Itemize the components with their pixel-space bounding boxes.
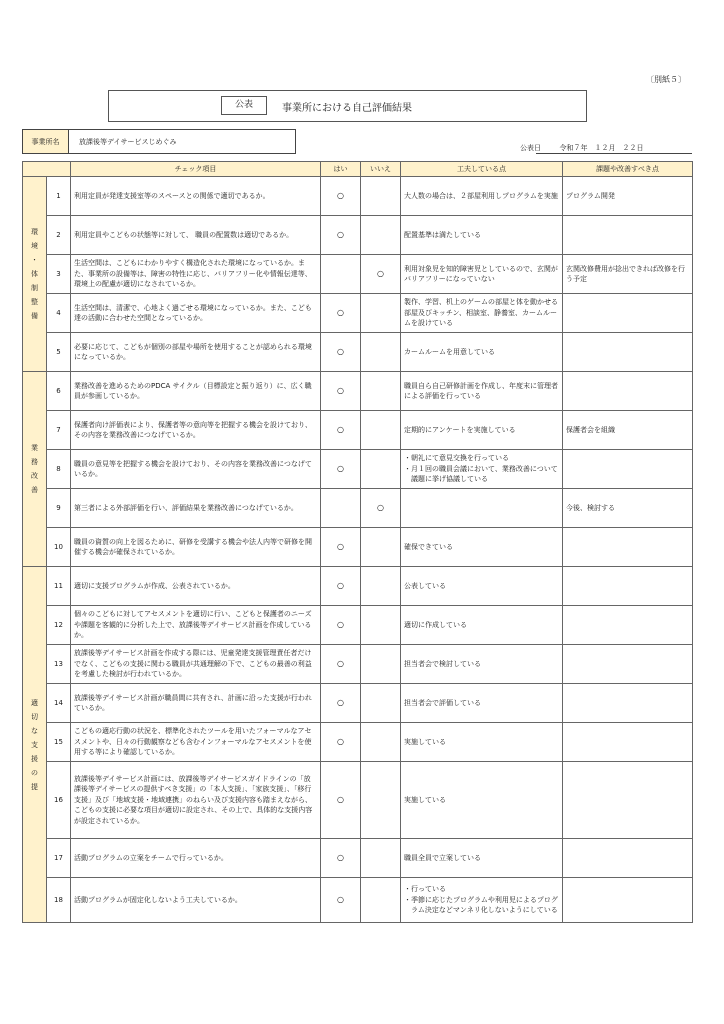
check-item-text: こどもの適応行動の状況を、標準化されたツールを用いたフォーマルなアセスメントや、日々の行動観察なども含むインフォーマルなアセスメントを使用する等により確認しているか。 — [71, 723, 321, 762]
no-mark — [361, 723, 401, 762]
yes-mark: ○ — [321, 177, 361, 216]
issue-text — [563, 762, 693, 839]
effort-text: 製作、学習、机上のゲームの部屋と体を動かせる部屋及びキッチン、相談室、静養室、カームルームを設けている — [404, 298, 558, 328]
row-number: 5 — [47, 333, 71, 372]
table-row — [23, 450, 693, 489]
issue-text — [563, 684, 693, 723]
row-number: 9 — [47, 489, 71, 528]
check-item-text: 適切に支援プログラムが作成、公表されているか。 — [71, 567, 321, 606]
yes-mark: ○ — [321, 528, 361, 567]
check-item-text: 職員の資質の向上を図るために、研修を受講する機会や法人内等で研修を開催する機会が確保されているか。 — [71, 528, 321, 567]
no-mark — [361, 294, 401, 333]
yes-mark: ○ — [321, 684, 361, 723]
category-char: 改 — [31, 472, 38, 480]
row-number: 2 — [47, 216, 71, 255]
category-label — [23, 567, 47, 923]
issue-text: プログラム開発 — [563, 177, 693, 216]
row-number: 15 — [47, 723, 71, 762]
publication-date-underline — [536, 153, 692, 154]
row-number: 4 — [47, 294, 71, 333]
issue-text — [563, 450, 693, 489]
effort-text: ・月１回の職員会議において、業務改善について議題に挙げ協議している — [404, 464, 558, 484]
effort-cell — [401, 684, 563, 723]
yes-mark: ○ — [321, 450, 361, 489]
category-char: 体 — [31, 270, 38, 278]
category-char: 整 — [31, 298, 38, 306]
effort-cell — [401, 723, 563, 762]
no-mark — [361, 606, 401, 645]
check-item-text: 放課後等デイサービス計画には、放課後等デイサービスガイドラインの「放課後等デイサービスの提供すべき支援」の「本人支援」、「家族支援」、「移行支援」及び「地域支援・地域連携」のねらい及び支援内容も踏まえながら、こどもの支援に必要な項目が適切に設定され、その上で、具体的な支援内容が設定されているか。 — [71, 762, 321, 839]
no-mark — [361, 645, 401, 684]
table-row — [23, 762, 693, 839]
row-number: 6 — [47, 372, 71, 411]
issue-text — [563, 723, 693, 762]
row-number: 7 — [47, 411, 71, 450]
effort-cell — [401, 606, 563, 645]
table-row — [23, 645, 693, 684]
no-mark — [361, 450, 401, 489]
category-char: ・ — [31, 256, 38, 264]
category-char: 業 — [31, 444, 38, 452]
effort-text: 公表している — [404, 581, 446, 590]
effort-text: ・朝礼にて意見交換を行っている — [404, 454, 509, 463]
no-mark — [361, 411, 401, 450]
check-item-text: 職員の意見等を把握する機会を設けており、その内容を業務改善につなげているか。 — [71, 450, 321, 489]
issue-text — [563, 645, 693, 684]
category-char: 務 — [31, 458, 38, 466]
effort-text: 職員自ら自己研修計画を作成し、年度末に管理者による評価を行っている — [404, 381, 558, 400]
check-item-text: 第三者による外部評価を行い、評価結果を業務改善につなげているか。 — [71, 489, 321, 528]
effort-text: 配置基準は満たしている — [404, 230, 481, 239]
table-header-row — [23, 162, 693, 177]
effort-text: ・季節に応じたプログラムや利用児によるプログラム決定などマンネリ化しないようにしている — [404, 895, 558, 915]
category-char: 環 — [31, 228, 38, 236]
table-row — [23, 606, 693, 645]
effort-cell — [401, 294, 563, 333]
check-item-text: 保護者向け評価表により、保護者等の意向等を把握する機会を設けており、その内容を業務改善につなげているか。 — [71, 411, 321, 450]
issue-text — [563, 839, 693, 878]
category-char: 支 — [31, 740, 38, 749]
effort-text: カームルームを用意している — [404, 347, 495, 356]
no-mark — [361, 177, 401, 216]
check-item-text: 活動プログラムが固定化しないよう工夫しているか。 — [71, 878, 321, 923]
effort-text: 利用対象児を知的障害児としているので、玄関がバリアフリーになっていない — [404, 264, 558, 283]
effort-cell — [401, 372, 563, 411]
no-mark — [361, 567, 401, 606]
office-name-value: 放課後等デイサービスじめぐみ — [79, 137, 177, 146]
issue-text: 今後、検討する — [563, 489, 693, 528]
evaluation-table — [22, 161, 693, 923]
yes-mark: ○ — [321, 645, 361, 684]
issue-text — [563, 294, 693, 333]
effort-cell — [401, 255, 563, 294]
table-row — [23, 489, 693, 528]
public-badge: 公表 — [221, 96, 267, 115]
category-label — [23, 372, 47, 567]
issue-text — [563, 333, 693, 372]
check-item-text: 業務改善を進めるためのPDCA サイクル（目標設定と振り返り）に、広く職員が参画しているか。 — [71, 372, 321, 411]
no-mark: ○ — [361, 255, 401, 294]
effort-cell — [401, 216, 563, 255]
issue-text — [563, 216, 693, 255]
table-row — [23, 528, 693, 567]
effort-cell — [401, 450, 563, 489]
column-header-no: いいえ — [361, 162, 401, 177]
yes-mark: ○ — [321, 878, 361, 923]
publication-date — [520, 143, 643, 153]
yes-mark: ○ — [321, 294, 361, 333]
row-number: 8 — [47, 450, 71, 489]
column-header-issue: 課題や改善すべき点 — [563, 162, 693, 177]
effort-cell — [401, 411, 563, 450]
annex-label: 〔別紙５〕 — [646, 75, 686, 84]
issue-text — [563, 606, 693, 645]
effort-text: 実施している — [404, 737, 446, 746]
yes-mark: ○ — [321, 723, 361, 762]
issue-text — [563, 372, 693, 411]
table-row — [23, 294, 693, 333]
category-char: 境 — [31, 242, 38, 250]
effort-text: 確保できている — [404, 542, 453, 551]
table-row — [23, 878, 693, 923]
publication-date-value: 令和７年 １２月 ２２日 — [559, 144, 644, 152]
effort-text: 職員全員で立案している — [404, 853, 481, 862]
effort-text: 担当者会で評価している — [404, 698, 481, 707]
effort-cell — [401, 528, 563, 567]
effort-text: 適切に作成している — [404, 620, 467, 629]
effort-text: ・行っている — [404, 885, 446, 894]
check-item-text: 生活空間は、清潔で、心地よく過ごせる環境になっているか。また、こども達の活動に合わせた空間となっているか。 — [71, 294, 321, 333]
no-mark: ○ — [361, 489, 401, 528]
check-item-text: 放課後等デイサービス計画が職員間に共有され、計画に沿った支援が行われているか。 — [71, 684, 321, 723]
row-number: 18 — [47, 878, 71, 923]
check-item-text: 活動プログラムの立案をチームで行っているか。 — [71, 839, 321, 878]
column-header-check: チェック項目 — [71, 162, 321, 177]
check-item-text: 利用定員が発達支援室等のスペースとの関係で適切であるか。 — [71, 177, 321, 216]
issue-text — [563, 567, 693, 606]
row-number: 11 — [47, 567, 71, 606]
effort-text: 実施している — [404, 795, 446, 804]
category-char: 切 — [31, 712, 38, 721]
issue-text — [563, 528, 693, 567]
category-char: 適 — [31, 698, 38, 707]
table-row — [23, 177, 693, 216]
table-row — [23, 255, 693, 294]
effort-cell — [401, 567, 563, 606]
effort-text: 担当者会で検討している — [404, 659, 481, 668]
yes-mark: ○ — [321, 411, 361, 450]
no-mark — [361, 762, 401, 839]
effort-cell — [401, 177, 563, 216]
row-number: 10 — [47, 528, 71, 567]
category-char: 提 — [31, 782, 38, 791]
category-char: 援 — [31, 754, 38, 763]
yes-mark: ○ — [321, 606, 361, 645]
effort-cell — [401, 878, 563, 923]
yes-mark: ○ — [321, 762, 361, 839]
no-mark — [361, 878, 401, 923]
category-label — [23, 177, 47, 372]
check-item-text: 利用定員やこどもの状態等に対して、 職員の配置数は適切であるか。 — [71, 216, 321, 255]
no-mark — [361, 333, 401, 372]
header-blank-cell — [23, 162, 71, 177]
check-item-text: 放課後等デイサービス計画を作成する際には、児童発達支援管理責任者だけでなく、こどもの支援に関わる職員が共通理解の下で、こどもの最善の利益を考慮した検討が行われているか。 — [71, 645, 321, 684]
no-mark — [361, 528, 401, 567]
yes-mark: ○ — [321, 372, 361, 411]
yes-mark: ○ — [321, 839, 361, 878]
row-number: 3 — [47, 255, 71, 294]
yes-mark: ○ — [321, 567, 361, 606]
issue-text: 保護者会を組織 — [563, 411, 693, 450]
no-mark — [361, 372, 401, 411]
no-mark — [361, 684, 401, 723]
effort-cell — [401, 762, 563, 839]
check-item-text: 個々のこどもに対してアセスメントを適切に行い、こどもと保護者のニーズや課題を客観的に分析した上で、放課後等デイサービス計画を作成しているか。 — [71, 606, 321, 645]
table-row — [23, 839, 693, 878]
table-row — [23, 372, 693, 411]
issue-text: 玄関改修費用が捻出できれば改修を行う予定 — [563, 255, 693, 294]
column-header-yes: はい — [321, 162, 361, 177]
no-mark — [361, 839, 401, 878]
effort-cell — [401, 645, 563, 684]
category-char: な — [31, 726, 38, 735]
row-number: 13 — [47, 645, 71, 684]
effort-text: 定期的にアンケートを実施している — [404, 425, 516, 434]
category-char: 善 — [31, 486, 38, 494]
effort-cell — [401, 333, 563, 372]
category-char: 備 — [31, 312, 38, 320]
table-row — [23, 216, 693, 255]
effort-cell — [401, 489, 563, 528]
yes-mark — [321, 255, 361, 294]
office-name-box — [22, 129, 296, 154]
yes-mark — [321, 489, 361, 528]
issue-text — [563, 878, 693, 923]
category-char: 制 — [31, 284, 38, 292]
table-body — [23, 177, 693, 923]
yes-mark: ○ — [321, 333, 361, 372]
yes-mark: ○ — [321, 216, 361, 255]
effort-cell — [401, 839, 563, 878]
table-row — [23, 567, 693, 606]
publication-date-label: 公表日 — [520, 144, 541, 152]
no-mark — [361, 216, 401, 255]
check-item-text: 必要に応じて、こどもが個別の部屋や場所を使用することが認められる環境になっているか。 — [71, 333, 321, 372]
table-row — [23, 411, 693, 450]
effort-text: 大人数の場合は、２部屋利用しプログラムを実施 — [404, 191, 558, 200]
category-char: の — [31, 768, 38, 777]
row-number: 14 — [47, 684, 71, 723]
row-number: 1 — [47, 177, 71, 216]
table-row — [23, 684, 693, 723]
column-header-effort: 工夫している点 — [401, 162, 563, 177]
table-row — [23, 723, 693, 762]
page-title: 事業所における自己評価結果 — [282, 103, 412, 114]
check-item-text: 生活空間は、こどもにわかりやすく構造化された環境になっているか。また、事業所の設備等は、障害の特性に応じ、バリアフリー化や情報伝達等、環境上の配慮が適切になされているか。 — [71, 255, 321, 294]
row-number: 12 — [47, 606, 71, 645]
row-number: 16 — [47, 762, 71, 839]
table-row — [23, 333, 693, 372]
row-number: 17 — [47, 839, 71, 878]
office-name-label: 事業所名 — [23, 130, 69, 153]
